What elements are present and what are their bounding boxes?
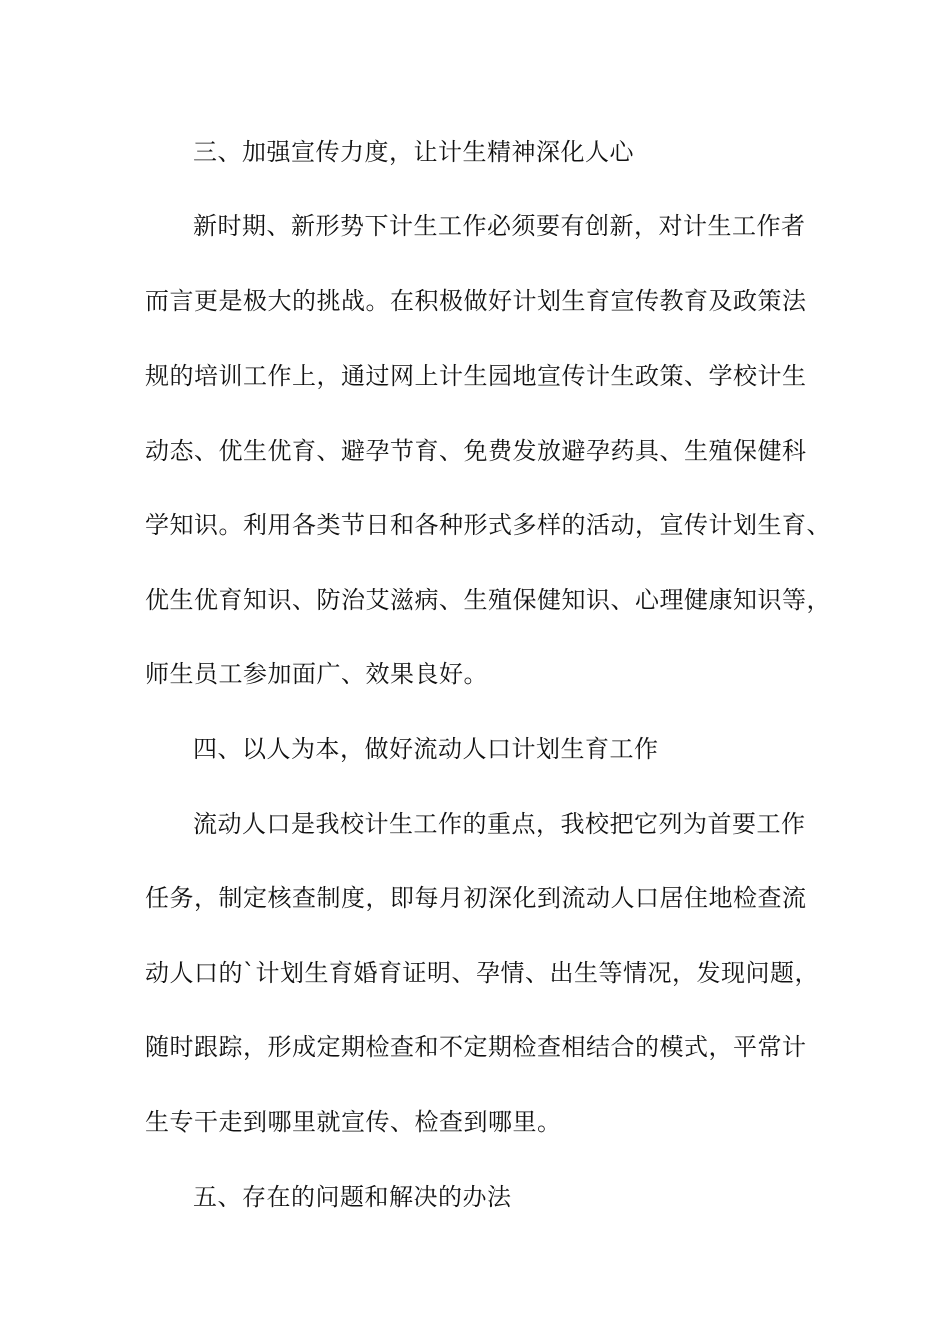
section-heading-4: 四、以人为本，做好流动人口计划生育工作 <box>193 735 659 763</box>
paragraph-line: 规的培训工作上，通过网上计生园地宣传计生政策、学校计生 <box>145 362 807 390</box>
section-heading-5: 五、存在的问题和解决的办法 <box>193 1183 512 1211</box>
paragraph-line: 优生优育知识、防治艾滋病、生殖保健知识、心理健康知识等， <box>145 586 831 614</box>
paragraph-line: 生专干走到哪里就宣传、检查到哪里。 <box>145 1108 562 1136</box>
paragraph-line: 动人口的`计划生育婚育证明、孕情、出生等情况，发现问题， <box>145 959 819 987</box>
paragraph-line: 而言更是极大的挑战。在积极做好计划生育宣传教育及政策法 <box>145 287 807 315</box>
paragraph-line: 任务，制定核查制度，即每月初深化到流动人口居住地检查流 <box>145 884 807 912</box>
paragraph-line: 动态、优生优育、避孕节育、免费发放避孕药具、生殖保健科 <box>145 437 807 465</box>
paragraph-line: 师生员工参加面广、效果良好。 <box>145 660 488 688</box>
paragraph-line: 新时期、新形势下计生工作必须要有创新，对计生工作者 <box>193 212 806 240</box>
paragraph-line: 随时跟踪，形成定期检查和不定期检查相结合的模式，平常计 <box>145 1033 807 1061</box>
paragraph-line: 流动人口是我校计生工作的重点，我校把它列为首要工作 <box>193 810 806 838</box>
section-heading-3: 三、加强宣传力度，让计生精神深化人心 <box>193 138 634 166</box>
paragraph-line: 学知识。利用各类节日和各种形式多样的活动，宣传计划生育、 <box>145 511 831 539</box>
